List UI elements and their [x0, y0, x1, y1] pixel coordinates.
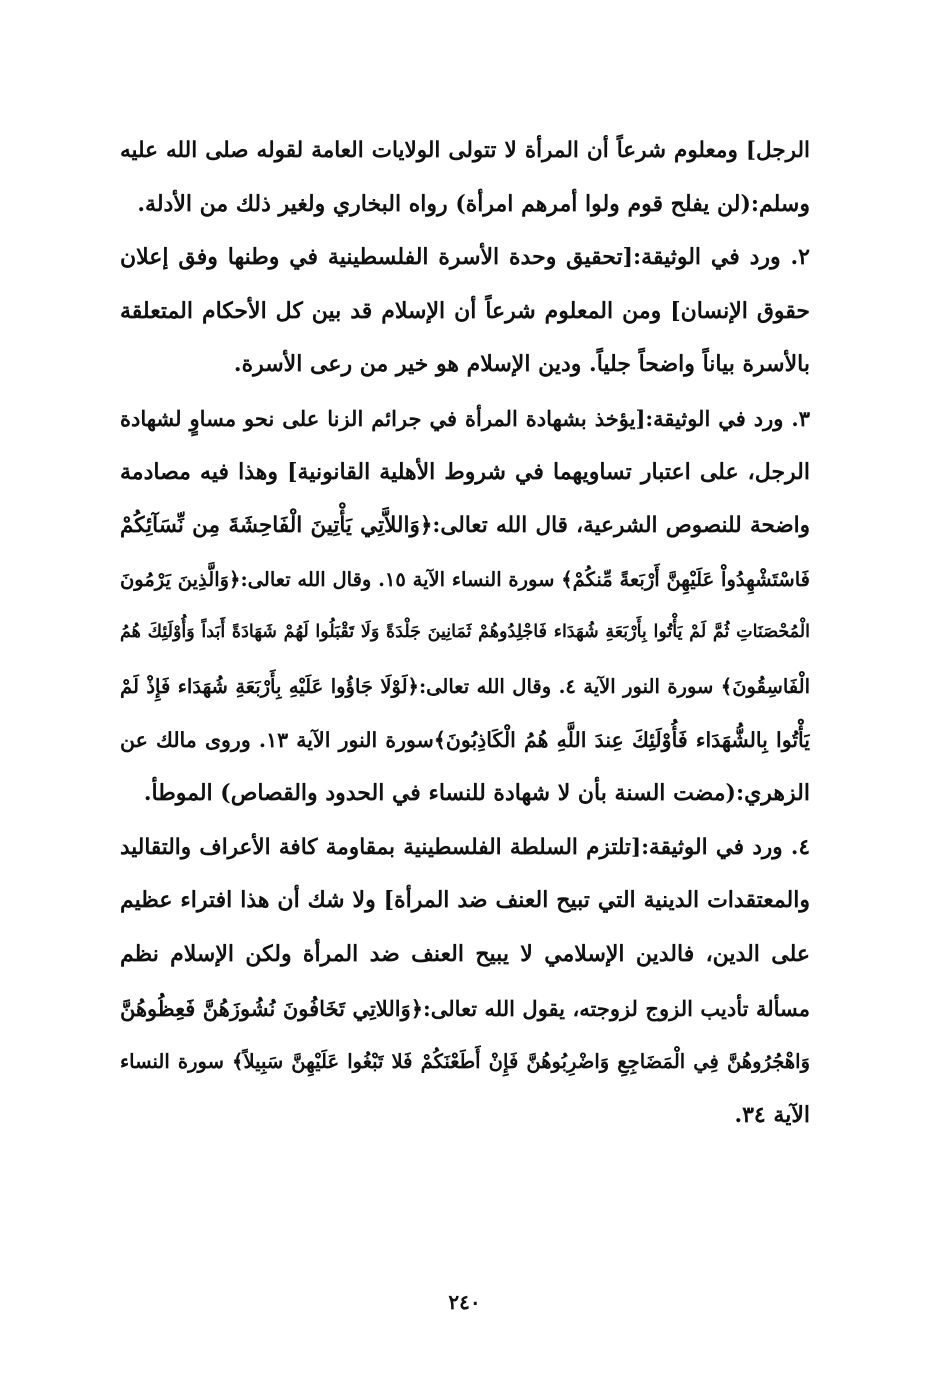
text-line: الرجل، على اعتبار تساويهما في شروط الأهلية القانونية] وهذا فيه مصادمة [120, 458, 810, 485]
text-line: بالأسرة بياناً واضحاً جلياً. ودين الإسلام هو خير من رعى الأسرة. [233, 351, 810, 378]
text-line: ٣. ورد في الوثيقة:[يؤخذ بشهادة المرأة في جرائم الزنا على نحو مساوٍ لشهادة [120, 405, 810, 431]
text-line: الرجل] ومعلوم شرعاً أن المرأة لا تتولى الولايات العامة لقوله صلى الله عليه [120, 138, 810, 163]
text-line: ٢. ورد في الوثيقة:[تحقيق وحدة الأسرة الفلسطينية في وطنها وفق إعلان [120, 244, 810, 271]
text-line: حقوق الإنسان] ومن المعلوم شرعاً أن الإسلام قد بين كل الأحكام المتعلقة [120, 297, 810, 324]
text-line: الْفَاسِقُونَ﴾ سورة النور الآية ٤. وقال الله تعالى:﴿لَوْلَا جَاؤُوا عَلَيْهِ بِأَرْبَعَةِ شُهَدَاء فَإِذْ لَمْ [120, 674, 810, 698]
text-line: على الدين، فالدين الإسلامي لا يبيح العنف ضد المرأة ولكن الإسلام نظم [120, 940, 810, 967]
text-line: الآية ٣٤. [734, 1101, 810, 1128]
text-line: الْمُحْصَنَاتِ ثُمَّ لَمْ يَأْتُوا بِأَرْبَعَةِ شُهَدَاء فَاجْلِدُوهُمْ ثَمَانِينَ جَلْدَةً وَلَا تَقْبَلُوا لَهُمْ شَهَادَةً أَبَداً وَأُوْلَئِكَ هُمُ [120, 622, 810, 643]
text-line: فَاسْتَشْهِدُواْ عَلَيْهِنَّ أَرْبَعةً مِّنكُمْ﴾ سورة النساء الآية ١٥. وقال الله تعالى:﴿وَالَّذِينَ يَرْمُونَ [120, 567, 810, 591]
text-line: وسلم:(لن يفلح قوم ولوا أمرهم امرأة) رواه البخاري ولغير ذلك من الأدلة. [137, 190, 810, 217]
text-line: وَاهْجُرُوهُنَّ فِي الْمَضَاجِعِ وَاضْرِبُوهُنَّ فَإِنْ أَطَعْنَكُمْ فَلا تَبْغُوا عَلَيْهِنَّ سَبِيلاً﴾ سورة النساء [120, 1050, 810, 1074]
text-line: والمعتقدات الدينية التي تبيح العنف ضد المرأة] ولا شك أن هذا افتراء عظيم [120, 887, 810, 914]
text-line: يَأْتُوا بِالشُّهَدَاء فَأُوْلَئِكَ عِندَ اللَّهِ هُمُ الْكَاذِبُونَ﴾سورة النور الآية ١٣. وروى مالك عن [120, 727, 810, 752]
text-line: مسألة تأديب الزوج لزوجته، يقول الله تعالى:﴿وَاللاتِي تَخَافُونَ نُشُوزَهُنَّ فَعِظُوهُنَّ [120, 995, 810, 1021]
text-line: واضحة للنصوص الشرعية، قال الله تعالى:﴿وَاللاَّتِي يَأْتِينَ الْفَاحِشَةَ مِن نِّسَآئِكُمْ [120, 513, 810, 539]
text-line: ٤. ورد في الوثيقة:[تلتزم السلطة الفلسطينية بمقاومة كافة الأعراف والتقاليد [120, 834, 810, 860]
text-line: الزهري:(مضت السنة بأن لا شهادة للنساء في الحدود والقصاص) الموطأ. [143, 780, 810, 807]
body-text [120, 124, 810, 1142]
page-number: ٢٤٠ [448, 1290, 481, 1314]
